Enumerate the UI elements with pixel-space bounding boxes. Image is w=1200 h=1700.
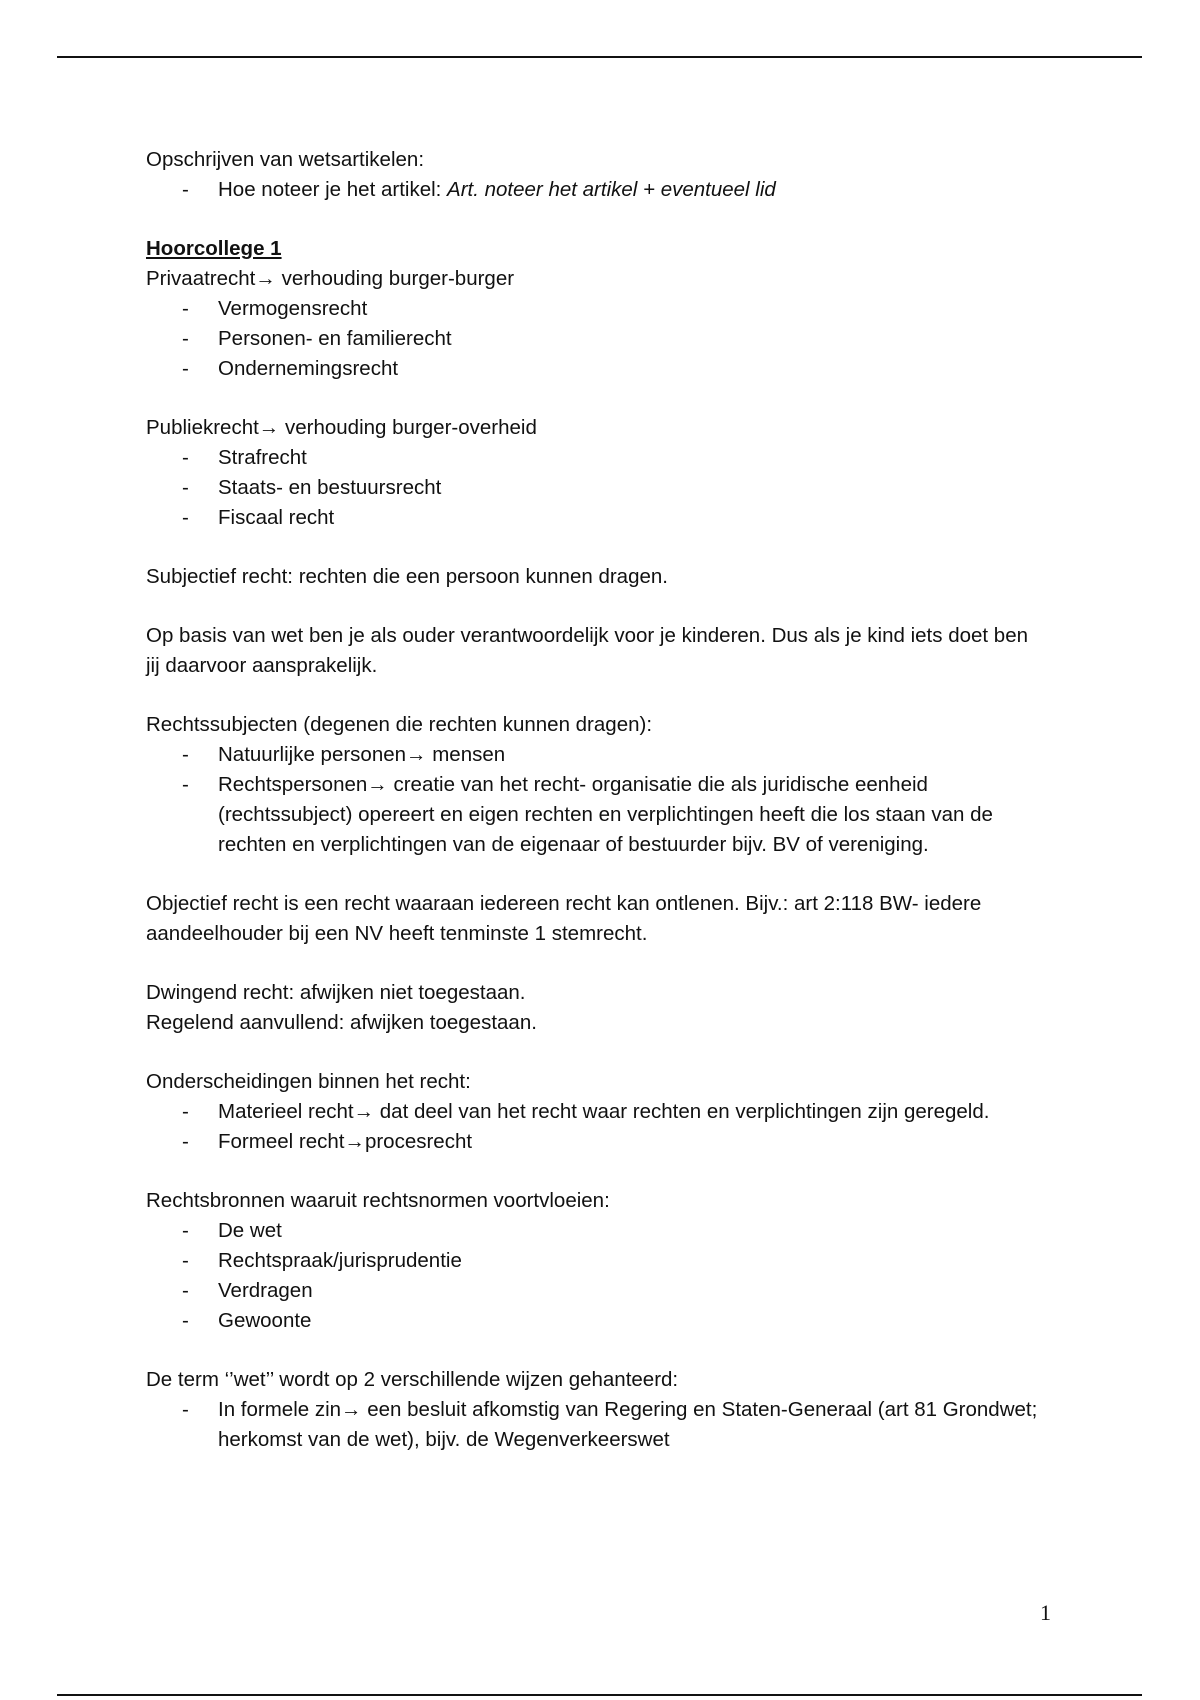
privaatrecht-title: Privaatrecht→ verhouding burger-burger [146,267,515,290]
list-item: - Gewoonte [146,1306,1046,1336]
objectief-paragraph: Objectief recht is een recht waaraan iedereen recht kan ontlenen. Bijv.: art 2:118 BW- iedere aandeelhouder bij een NV heeft tenminste 1 stemrecht. [146,892,982,945]
intro-list [146,175,1046,205]
page-number: 1 [1040,1600,1051,1625]
section-heading: Hoorcollege 1 [146,237,282,260]
regelend-line: Regelend aanvullend: afwijken toegestaan. [146,1011,537,1034]
list-item [146,175,1046,205]
list-item: - Strafrecht [146,443,1046,473]
ouder-paragraph: Op basis van wet ben je als ouder verantwoordelijk voor je kinderen. Dus als je kind iets doet ben jij daarvoor aansprakelijk. [146,624,1028,677]
list-item: - Vermogensrecht [146,294,1046,324]
list-item: - Rechtspersonen→ creatie van het recht- organisatie die als juridische eenheid (rechtssubject) opereert en eigen rechten en verplichtingen heeft die los staan van de rechten en verplichtingen van de eigenaar of bestuurder bijv. BV of vereniging. [146,770,1046,860]
intro-item-text: Hoe noteer je het artikel: [218,178,448,201]
list-item: - Formeel recht→procesrecht [146,1127,1046,1157]
rechtssubjecten-title: Rechtssubjecten (degenen die rechten kunnen dragen): [146,713,653,736]
document-body [146,145,1046,1455]
rechtsbronnen-title: Rechtsbronnen waaruit rechtsnormen voortvloeien: [146,1189,610,1212]
onderscheidingen-list [146,1097,1046,1157]
publiekrecht-list [146,443,1046,533]
list-item: - De wet [146,1216,1046,1246]
list-item: - Materieel recht→ dat deel van het recht waar rechten en verplichtingen zijn geregeld. [146,1097,1046,1127]
list-item: - Fiscaal recht [146,503,1046,533]
intro-item-italic: Art. noteer het artikel + eventueel lid [447,178,776,201]
rechtsbronnen-list [146,1216,1046,1336]
publiekrecht-title: Publiekrecht→ verhouding burger-overheid [146,416,537,439]
dwingend-line: Dwingend recht: afwijken niet toegestaan. [146,981,526,1004]
wet-list [146,1395,1046,1455]
privaatrecht-list [146,294,1046,384]
list-item: - Natuurlijke personen→ mensen [146,740,1046,770]
list-item: - Ondernemingsrecht [146,354,1046,384]
intro-label: Opschrijven van wetsartikelen: [146,148,425,171]
onderscheidingen-title: Onderscheidingen binnen het recht: [146,1070,471,1093]
rechtssubjecten-list [146,740,1046,860]
list-item: - Rechtspraak/jurisprudentie [146,1246,1046,1276]
list-item: - In formele zin→ een besluit afkomstig van Regering en Staten-Generaal (art 81 Grondwet; herkomst van de wet), bijv. de Wegenverkeerswet [146,1395,1046,1455]
subjectief-paragraph: Subjectief recht: rechten die een persoon kunnen dragen. [146,565,668,588]
list-item: - Personen- en familierecht [146,324,1046,354]
footer-rule [57,1694,1142,1696]
wet-title: De term ‘’wet’’ wordt op 2 verschillende wijzen gehanteerd: [146,1368,679,1391]
list-item: - Staats- en bestuursrecht [146,473,1046,503]
header-rule [57,56,1142,58]
list-item: - Verdragen [146,1276,1046,1306]
